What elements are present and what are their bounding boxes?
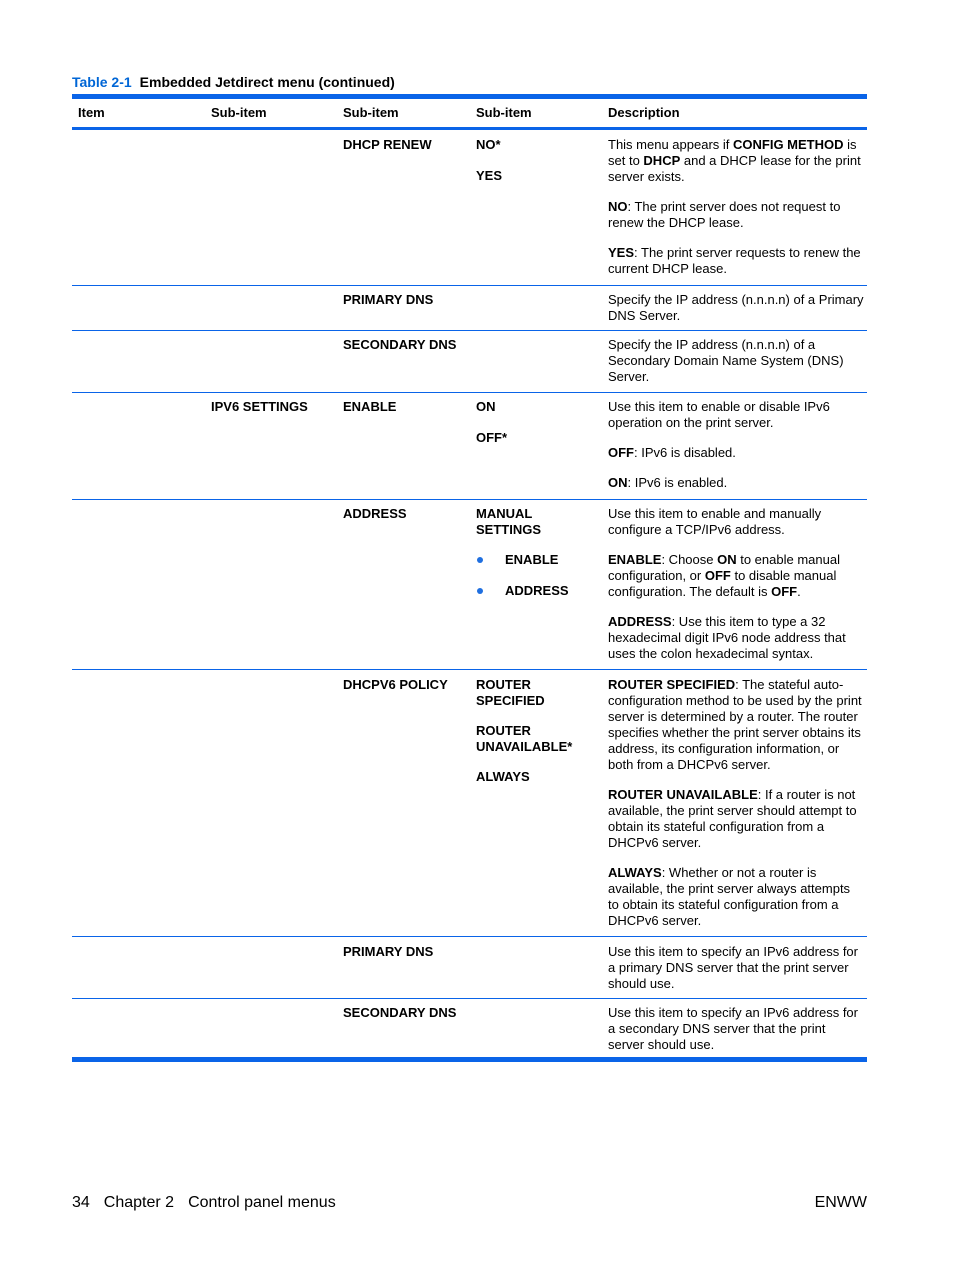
header-rule — [72, 127, 867, 130]
subitem-primary-dns-ipv6: PRIMARY DNS — [343, 944, 434, 959]
description-ipv6-enable — [608, 399, 864, 505]
desc-paragraph: OFF: IPv6 is disabled. — [608, 445, 736, 460]
row-divider — [72, 936, 867, 937]
subitem-ipv6-settings: IPV6 SETTINGS — [211, 399, 308, 414]
description-primary-dns: Specify the IP address (n.n.n.n) of a Primary DNS Server. — [608, 292, 864, 323]
options-dhcp-renew — [476, 137, 596, 199]
subitem-primary-dns: PRIMARY DNS — [343, 292, 434, 307]
option-router-unavailable: ROUTER UNAVAILABLE* — [476, 723, 573, 754]
header-sub-item-3: Sub-item — [476, 105, 532, 120]
subitem-dhcp-renew: DHCP RENEW — [343, 137, 432, 152]
header-item: Item — [78, 105, 105, 120]
row-divider — [72, 330, 867, 331]
header-sub-item-1: Sub-item — [211, 105, 267, 120]
option-off: OFF* — [476, 430, 508, 445]
table-top-rule — [72, 94, 867, 99]
bullet-item: ADDRESS — [476, 583, 601, 599]
subitem-address: ADDRESS — [343, 506, 407, 521]
option-yes: YES — [476, 168, 503, 183]
option-on: ON — [476, 399, 496, 414]
subitem-enable: ENABLE — [343, 399, 397, 414]
description-primary-dns-ipv6: Use this item to specify an IPv6 address for a primary DNS server that the print server should use. — [608, 944, 858, 991]
desc-paragraph: ADDRESS: Use this item to type a 32 hexadecimal digit IPv6 node address that uses the colon hexadecimal syntax. — [608, 614, 846, 661]
options-enable — [476, 399, 596, 461]
row-divider — [72, 285, 867, 286]
page-footer-right: ENWW — [814, 1194, 867, 1211]
page-number: 34 — [72, 1194, 90, 1211]
description-address — [608, 506, 864, 676]
option-manual-settings: MANUAL SETTINGS — [476, 506, 542, 537]
option-always: ALWAYS — [476, 769, 530, 784]
row-divider — [72, 998, 867, 999]
desc-paragraph: YES: The print server requests to renew the current DHCP lease. — [608, 245, 861, 276]
table-caption — [72, 74, 395, 90]
chapter-title: Control panel menus — [188, 1194, 336, 1211]
option-no: NO* — [476, 137, 501, 152]
options-dhcpv6-policy — [476, 677, 601, 800]
table-number: Table 2-1 — [72, 74, 132, 90]
desc-paragraph: Use this item to enable and manually configure a TCP/IPv6 address. — [608, 506, 822, 537]
page-footer-left — [72, 1194, 336, 1212]
subitem-secondary-dns: SECONDARY DNS — [343, 337, 457, 352]
description-dhcp-renew — [608, 137, 864, 291]
table-title: Embedded Jetdirect menu (continued) — [139, 74, 395, 90]
desc-paragraph: ON: IPv6 is enabled. — [608, 475, 728, 490]
row-divider — [72, 499, 867, 500]
desc-paragraph: ROUTER UNAVAILABLE: If a router is not available, the print server should attempt to obtain its stateful configuration from a DHCPv6 server. — [608, 787, 857, 850]
desc-paragraph: This menu appears if CONFIG METHOD is set to DHCP and a DHCP lease for the print server exists. — [608, 137, 861, 184]
desc-paragraph: ENABLE: Choose ON to enable manual configuration, or OFF to disable manual configuration. The default is OFF. — [608, 552, 840, 599]
options-address — [476, 506, 601, 614]
table-bottom-rule — [72, 1057, 867, 1062]
desc-paragraph: Use this item to enable or disable IPv6 operation on the print server. — [608, 399, 830, 430]
option-router-specified: ROUTER SPECIFIED — [476, 677, 545, 708]
description-secondary-dns-ipv6: Use this item to specify an IPv6 address for a secondary DNS server that the print server should use. — [608, 1005, 858, 1052]
bullet-icon — [477, 588, 483, 594]
subitem-secondary-dns-ipv6: SECONDARY DNS — [343, 1005, 457, 1020]
subitem-dhcpv6-policy: DHCPV6 POLICY — [343, 677, 448, 692]
header-description: Description — [608, 105, 680, 120]
desc-paragraph: ROUTER SPECIFIED: The stateful auto-configuration method to be used by the print server is determined by a router. The router specifies whether the print server obtains its address, its configuration information, or both from a DHCPv6 server. — [608, 677, 862, 772]
description-dhcpv6-policy — [608, 677, 864, 943]
chapter-label: Chapter 2 — [103, 1194, 175, 1211]
desc-paragraph: ALWAYS: Whether or not a router is available, the print server always attempts to obtain its stateful configuration from a DHCPv6 server. — [608, 865, 851, 928]
row-divider — [72, 392, 867, 393]
bullet-item: ENABLE — [476, 552, 601, 568]
row-divider — [72, 669, 867, 670]
bullet-icon — [477, 557, 483, 563]
desc-paragraph: NO: The print server does not request to renew the DHCP lease. — [608, 199, 841, 230]
header-sub-item-2: Sub-item — [343, 105, 399, 120]
description-secondary-dns: Specify the IP address (n.n.n.n) of a Secondary Domain Name System (DNS) Server. — [608, 337, 844, 384]
